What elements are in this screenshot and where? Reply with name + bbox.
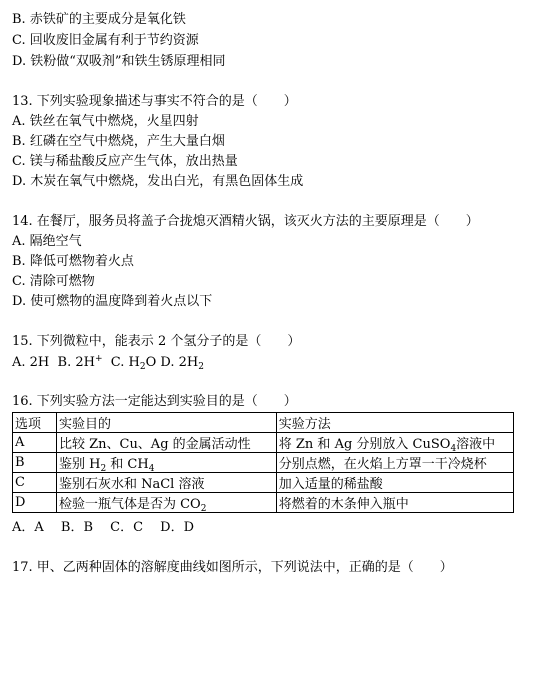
q13-option-a: A. 铁丝在氧气中燃烧，火星四射 xyxy=(12,114,199,129)
q16-stem: 16. 下列实验方法一定能达到实验目的是（ ） xyxy=(12,394,297,409)
header-method: 实验方法 xyxy=(276,413,513,433)
q13-option-c: C. 镁与稀盐酸反应产生气体，放出热量 xyxy=(12,154,238,169)
row-goal: 比较 Zn、Cu、Ag 的金属活动性 xyxy=(56,433,276,453)
q12-option-b: B. 赤铁矿的主要成分是氧化铁 xyxy=(12,12,186,27)
row-method: 分别点燃，在火焰上方罩一干冷烧杯 xyxy=(276,453,513,473)
q15-option-b: B. 2H+ xyxy=(57,354,103,370)
row-method: 将燃着的木条伸入瓶中 xyxy=(276,493,513,513)
row-option: D xyxy=(13,493,57,513)
q14-stem: 14. 在餐厅，服务员将盖子合拢熄灭酒精火锅，该灭火方法的主要原理是（ ） xyxy=(12,214,479,229)
row-option: C xyxy=(13,473,57,493)
header-option: 选项 xyxy=(13,413,57,433)
q13-option-b: B. 红磷在空气中燃烧，产生大量白烟 xyxy=(12,134,225,149)
row-option: A xyxy=(13,433,57,453)
table-row xyxy=(13,453,514,473)
q16-experiment-table xyxy=(12,412,514,513)
table-row xyxy=(13,433,514,453)
q14-option-b: B. 降低可燃物着火点 xyxy=(12,254,134,269)
q13-stem: 13. 下列实验现象描述与事实不符合的是（ ） xyxy=(12,94,297,109)
row-goal: 鉴别石灰水和 NaCl 溶液 xyxy=(56,473,276,493)
q15-option-a: A. 2H xyxy=(12,355,50,370)
row-method: 将 Zn 和 Ag 分别放入 CuSO$_4$溶液中 xyxy=(276,433,513,453)
q14-option-c: C. 清除可燃物 xyxy=(12,274,95,289)
row-method: 加入适量的稀盐酸 xyxy=(276,473,513,493)
table-row xyxy=(13,493,514,513)
row-option: B xyxy=(13,453,57,473)
q12-option-c: C. 回收废旧金属有利于节约资源 xyxy=(12,33,199,48)
q16-answer-options: A．A B．B C．C D．D xyxy=(12,520,195,535)
q13-option-d: D. 木炭在氧气中燃烧，发出白光，有黑色固体生成 xyxy=(12,174,304,189)
q15-options xyxy=(12,355,204,371)
q17-stem: 17. 甲、乙两种固体的溶解度曲线如图所示，下列说法中，正确的是（ ） xyxy=(12,560,453,575)
q15-option-c: C. $H_2O$ xyxy=(110,355,157,372)
table-row xyxy=(13,473,514,493)
table-header-row xyxy=(13,413,514,433)
q14-option-d: D. 使可燃物的温度降到着火点以下 xyxy=(12,294,213,309)
row-goal: 鉴别 $H_2$ 和 $CH_4$ xyxy=(56,453,276,473)
row-goal: 检验一瓶气体是否为 $CO_2$ xyxy=(56,493,276,513)
q12-option-d: D. 铁粉做“双吸剂”和铁生锈原理相同 xyxy=(12,54,226,69)
header-goal: 实验目的 xyxy=(56,413,276,433)
q15-stem: 15. 下列微粒中，能表示 2 个氢分子的是（ ） xyxy=(12,334,301,349)
q15-option-d: D. $2H_2$ xyxy=(160,355,204,372)
q14-option-a: A. 隔绝空气 xyxy=(12,234,82,249)
